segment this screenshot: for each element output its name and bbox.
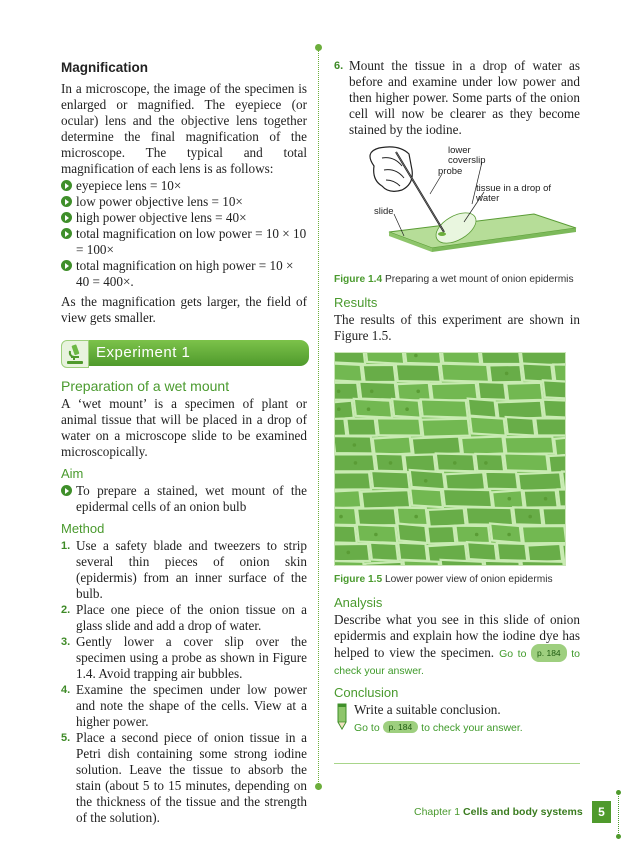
cell-shape [543, 400, 565, 418]
cell-shape [461, 437, 504, 455]
label-probe: probe [438, 166, 463, 177]
cell-shape [485, 472, 518, 490]
cell-shape [335, 363, 363, 382]
cell-shape [513, 507, 542, 525]
figure-wet-mount [334, 144, 580, 266]
divider-dot-bottom [315, 783, 322, 790]
cell-nucleus [414, 354, 418, 358]
cell-shape [497, 543, 527, 561]
method-step: 5. Place a second piece of onion tissue in a Petri dish containing some strong iodine solution. Leave the tissue to absorb the stain (about 5 to 15 minutes, depending on the thickness of the tissue and the strength of the solution). [61, 730, 307, 825]
cell-shape [467, 542, 497, 561]
cell-shape [443, 489, 492, 507]
cell-shape [335, 353, 365, 364]
cell-shape [542, 508, 565, 525]
page-ref-link[interactable]: p. 184 [531, 644, 567, 662]
cell-shape [373, 437, 412, 456]
results-heading: Results [334, 295, 378, 310]
cell-shape [335, 472, 371, 489]
bullet-arrow-icon [61, 196, 72, 207]
cell-nucleus [353, 443, 357, 447]
cell-shape [365, 353, 404, 364]
cell-shape [506, 383, 543, 401]
method-steps [61, 538, 307, 826]
cell-shape [335, 544, 370, 561]
cell-shape [365, 562, 403, 565]
method-step: 1. Use a safety blade and tweezers to strip several thin pieces of onion skin (epidermis) from an inner surface of the bulb. [61, 538, 307, 601]
method-step: 4. Examine the specimen under low power and note the shape of the cells. View at a higher power. [61, 682, 307, 729]
experiment-title: Preparation of a wet mount [61, 378, 230, 394]
cell-shape [497, 401, 543, 420]
cell-shape [335, 561, 365, 565]
cell-shape [522, 364, 553, 382]
cell-shape [359, 382, 397, 400]
cell-shape [535, 418, 565, 435]
column-divider [318, 50, 319, 790]
list-item: eyepiece lens = 10× [61, 178, 307, 194]
analysis-goto: Go to p. 184 to check your answer. [334, 648, 580, 677]
cell-nucleus [507, 497, 511, 501]
magnification-list [61, 178, 307, 290]
cell-shape [335, 525, 357, 543]
bottom-rule [334, 763, 580, 764]
cell-shape [506, 417, 536, 436]
bullet-arrow-icon [61, 485, 72, 496]
method-heading: Method [61, 521, 105, 536]
edge-dot-top [616, 790, 621, 795]
cell-shape [335, 419, 346, 437]
cell-nucleus [389, 461, 393, 465]
cell-shape [485, 561, 522, 565]
cell-nucleus [405, 407, 409, 411]
edge-dotted-line [618, 792, 619, 837]
cell-shape [441, 560, 485, 565]
cell-nucleus [475, 533, 479, 537]
cell-shape [404, 353, 441, 364]
magnification-heading: Magnification [61, 60, 148, 75]
cell-nucleus [370, 390, 374, 394]
magnification-outro: As the magnification gets larger, the field of view gets smaller. [61, 294, 307, 325]
cell-nucleus [414, 515, 418, 519]
cell-shape [410, 470, 445, 489]
micrograph-onion-epidermis [334, 352, 566, 566]
magnification-intro: In a microscope, the image of the specimen is enlarged or magnified. The eyepiece (or ocular) lens and the objective lens together determine the final magnification of the microscope. The typical and total magnification of each lens is as follows: [61, 81, 307, 176]
list-item: To prepare a stained, wet mount of the epidermal cells of an onion bulb [61, 483, 307, 515]
aim-heading: Aim [61, 466, 84, 481]
conclusion-goto: Go to p. 184 to check your answer. [354, 722, 523, 734]
cell-shape [490, 524, 522, 543]
figure-1-4-caption: Figure 1.4 Preparing a wet mount of onion epidermis [334, 274, 574, 285]
conclusion-heading: Conclusion [334, 685, 399, 700]
cell-shape [427, 526, 455, 544]
cell-shape [475, 454, 504, 472]
bullet-arrow-icon [61, 260, 72, 271]
list-item: low power objective lens = 10× [61, 194, 307, 210]
method-step: 6. Mount the tissue in a drop of water as before and examine under low power and then higher power. Some parts of the onion cell will now be clearer as they become stained by the iodine. [334, 58, 580, 137]
cell-shape [335, 490, 361, 509]
cell-shape [441, 364, 489, 382]
cell-nucleus [528, 515, 532, 519]
cell-nucleus [544, 497, 548, 501]
cell-shape [518, 472, 562, 491]
edge-dot-bottom [616, 834, 621, 839]
analysis-heading: Analysis [334, 595, 383, 610]
cell-shape [370, 543, 398, 561]
conclusion-block [334, 702, 580, 734]
experiment-banner [61, 340, 307, 368]
cell-shape [396, 364, 441, 382]
cell-shape [504, 437, 554, 455]
divider-dot-top [315, 44, 322, 51]
cell-nucleus [453, 461, 457, 465]
bullet-arrow-icon [61, 212, 72, 223]
running-footer: Chapter 1 Cells and body systems [414, 806, 583, 818]
analysis-text: Describe what you see in this slide of onion epidermis and explain how the iodine dye has helped to view the specimen. Go to p. 184 to check your answer. [334, 612, 581, 677]
list-item: total magnification on high power = 10 × 40 = 400×. [61, 258, 307, 290]
label-tissue: tissue in a drop of water [476, 183, 551, 204]
cell-nucleus [416, 390, 420, 394]
cell-shape [441, 353, 480, 364]
experiment-intro: A ‘wet mount’ is a specimen of plant or animal tissue that will be placed in a drop of water on a microscope slide to be examined microscopically. [61, 396, 307, 459]
bullet-arrow-icon [61, 228, 72, 239]
cell-shape [554, 437, 565, 456]
cell-nucleus [374, 533, 378, 537]
cell-nucleus [346, 551, 350, 555]
label-slide: slide [374, 206, 394, 217]
left-column [61, 58, 307, 826]
pencil-icon [334, 702, 352, 732]
cell-shape [377, 418, 422, 435]
figure-1-5-caption: Figure 1.5 Lower power view of onion epidermis [334, 574, 553, 585]
cell-nucleus [484, 461, 488, 465]
cell-shape [335, 508, 357, 526]
page-number: 5 [592, 801, 611, 823]
aim-list [61, 483, 307, 515]
bullet-arrow-icon [61, 180, 72, 191]
cell-shape [361, 490, 410, 509]
cell-nucleus [339, 515, 343, 519]
cell-shape [397, 524, 427, 543]
cell-nucleus [507, 533, 511, 537]
cell-shape [553, 364, 565, 381]
cell-shape [346, 418, 376, 435]
cell-shape [522, 526, 565, 543]
cell-shape [403, 560, 440, 565]
right-column [334, 58, 580, 734]
cell-nucleus [337, 390, 341, 394]
cell-shape [363, 365, 396, 382]
cell-nucleus [424, 479, 428, 483]
method-step: 3. Gently lower a cover slip over the specimen using a probe as shown in Figure 1.4. Avoid trapping air bubbles. [61, 634, 307, 681]
cell-shape [480, 353, 520, 364]
cell-shape [548, 454, 565, 473]
cell-shape [410, 488, 443, 507]
method-step: 2. Place one piece of the onion tissue on a glass slide and add a drop of water. [61, 602, 307, 633]
cell-shape [354, 399, 392, 418]
cell-shape [468, 399, 497, 418]
cell-shape [478, 382, 507, 400]
results-text: The results of this experiment are shown in Figure 1.5. [334, 312, 580, 343]
cell-nucleus [505, 372, 509, 376]
cell-shape [455, 526, 490, 543]
cell-shape [524, 490, 558, 507]
method-steps-continued [334, 58, 580, 138]
cell-shape [371, 471, 410, 489]
list-item: total magnification on low power = 10 × 10 = 100× [61, 226, 307, 258]
cell-shape [421, 399, 468, 417]
label-lower-coverslip: lower coverslip [448, 145, 486, 166]
cell-shape [527, 544, 562, 563]
cell-shape [521, 561, 565, 565]
cell-shape [397, 383, 431, 401]
conclusion-text: Write a suitable conclusion. [354, 702, 501, 717]
cell-shape [543, 380, 565, 399]
list-item: high power objective lens = 40× [61, 210, 307, 226]
cell-shape [504, 453, 548, 471]
cell-shape [428, 508, 466, 527]
cell-shape [397, 507, 428, 525]
page-ref-link[interactable]: p. 184 [383, 721, 419, 733]
cell-nucleus [337, 407, 341, 411]
cell-shape [558, 489, 565, 507]
cell-shape [357, 508, 397, 526]
cell-shape [421, 419, 469, 437]
cell-shape [398, 543, 427, 561]
experiment-label: Experiment 1 [89, 340, 309, 366]
cell-nucleus [367, 407, 371, 411]
cell-nucleus [354, 461, 358, 465]
cell-shape [470, 416, 506, 435]
microscope-icon [61, 340, 89, 368]
